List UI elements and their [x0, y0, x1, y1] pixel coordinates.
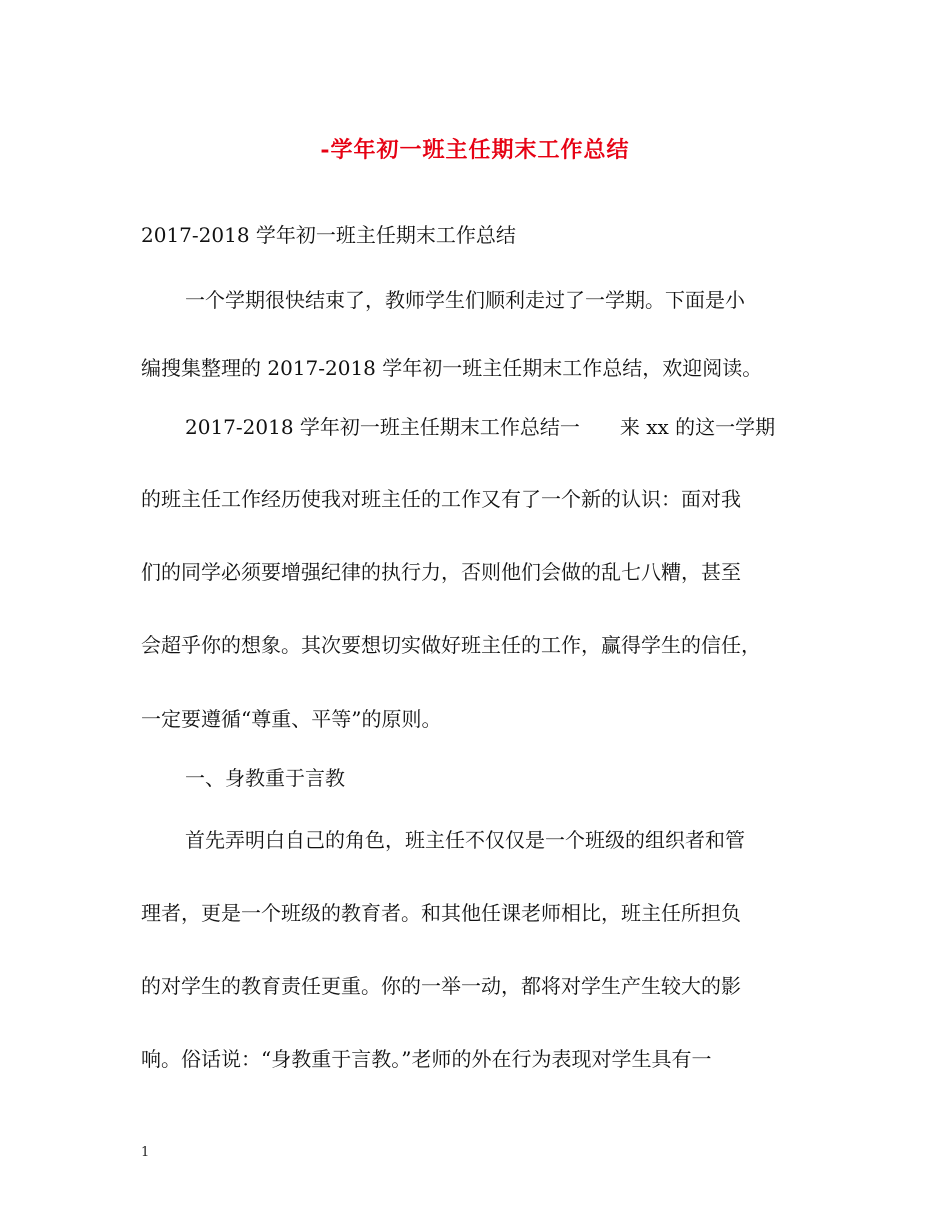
paragraph-line: 的班主任工作经历使我对班主任的工作又有了一个新的认识：面对我: [141, 487, 741, 511]
paragraph-line: 的对学生的教育责任更重。你的一举一动，都将对学生产生较大的影: [141, 974, 741, 998]
paragraph-line: 一定要遵循“尊重、平等”的原则。: [141, 707, 442, 731]
paragraph-line: 一个学期很快结束了，教师学生们顺利走过了一学期。下面是小: [185, 288, 745, 312]
section-heading: 一、身教重于言教: [185, 766, 345, 790]
paragraph-line: 2017-2018 学年初一班主任期末工作总结一 来 xx 的这一学期: [185, 415, 776, 439]
paragraph-line: 首先弄明白自己的角色，班主任不仅仅是一个班级的组织者和管: [185, 828, 745, 852]
page-number: 1: [141, 1145, 150, 1160]
paragraph-line: 2017-2018 学年初一班主任期末工作总结: [141, 223, 516, 247]
document-title: -学年初一班主任期末工作总结: [320, 137, 630, 163]
paragraph-line: 响。俗话说：“身教重于言教。”老师的外在行为表现对学生具有一: [141, 1047, 712, 1071]
paragraph-line: 会超乎你的想象。其次要想切实做好班主任的工作，赢得学生的信任，: [141, 633, 761, 657]
paragraph-line: 编搜集整理的 2017-2018 学年初一班主任期末工作总结，欢迎阅读。: [141, 356, 763, 380]
paragraph-line: 们的同学必须要增强纪律的执行力，否则他们会做的乱七八糟，甚至: [141, 560, 741, 584]
paragraph-line: 理者，更是一个班级的教育者。和其他任课老师相比，班主任所担负: [141, 901, 741, 925]
